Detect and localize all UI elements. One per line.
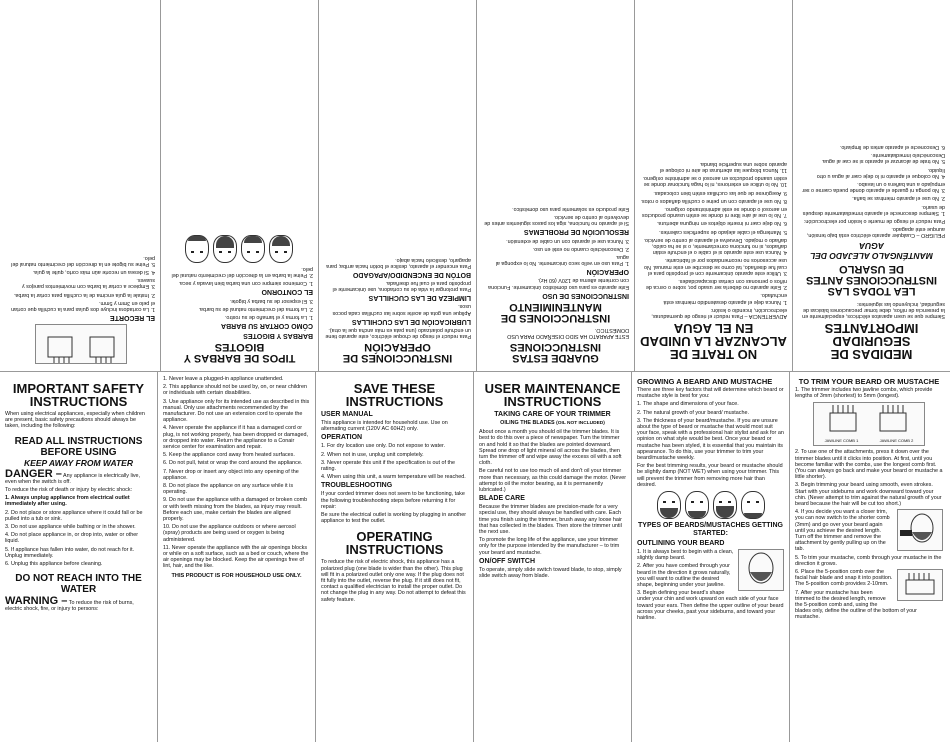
switch-heading: ON/OFF SWITCH bbox=[479, 557, 535, 565]
es-paragraph: 11. Nunca bloquee las aberturas de aire ni coloque el aparato sobre una superficie blanda. bbox=[659, 160, 787, 173]
es-paragraph: Para reducir el riesgo de choque eléctrico, este aparato tiene un enchufe polarizado (una pata es más ancha que la otra). bbox=[325, 326, 471, 339]
factor-item: 1. The shape and dimensions of your face. bbox=[637, 401, 739, 408]
es-heading: OPERACIÓN bbox=[586, 268, 629, 276]
es-paragraph: 6. No deje caer ni inserte objetos en ninguna abertura. bbox=[656, 220, 787, 227]
trimming-illustration bbox=[897, 509, 943, 551]
danger-text: Any appliance is electrically live, even when the switch is off. bbox=[5, 472, 141, 485]
trim-item: 1. The trimmer includes two jawline combs, which provide lengths of 3mm (shortest) to 5mm (longest). bbox=[795, 387, 933, 400]
es-paragraph: 3. El espesor de su barba y bigote. bbox=[229, 297, 313, 304]
en-col-maintenance bbox=[474, 372, 632, 742]
growing-title: GROWING A BEARD AND MUSTACHE bbox=[637, 377, 773, 386]
beard-face-icon bbox=[242, 235, 266, 263]
es-paragraph: 1. Para uso en vello seco únicamente. No lo exponga al agua. bbox=[495, 253, 629, 267]
es-paragraph: 2. La forma del crecimiento natural de su barba. bbox=[198, 305, 313, 312]
trim-item: 5. To trim your mustache, comb through your mustache in the direction it grows. bbox=[795, 554, 942, 567]
es-paragraph: 2. Desconéctelo cuando no esté en uso. bbox=[532, 245, 629, 252]
es-paragraph: 9. Asegúrese de que las cuchillas estén bien colocadas. bbox=[653, 189, 787, 196]
es-heading: MEDIDAS DE SEGURIDAD IMPORTANTES bbox=[824, 321, 919, 362]
beard-face-icon bbox=[685, 491, 709, 519]
user-manual-text: This appliance is intended for household use. Use on alternating current (120V AC 60HZ) only. bbox=[321, 420, 448, 433]
warning-item: 3. Use appliance only for its intended use as described in this manual. Only use attachments recommended by the manufacturer. Do not use an extension cord to operate the appliance. bbox=[163, 398, 310, 424]
operation-item: 1. For dry location use only. Do not expose to water. bbox=[321, 443, 445, 450]
outline-item: 1. It is always best to begin with a clean, slightly damp beard. bbox=[637, 549, 734, 562]
es-col-5 bbox=[160, 0, 318, 371]
switch-text: To operate, simply slide switch toward blade, to stop, simply slide switch away from blade. bbox=[479, 566, 622, 580]
beard-face-icon bbox=[741, 491, 765, 519]
oil-note: (OIL NOT INCLUDED) bbox=[556, 421, 605, 426]
outline-heading: OUTLINING YOUR BEARD bbox=[637, 540, 725, 548]
five-position-comb-illustration bbox=[897, 569, 943, 601]
jawline-combs-illustration bbox=[813, 402, 925, 446]
es-paragraph: Siempre que se usen aparatos eléctricos, especialmente en la presencia de niños, debe tomar precauciones básicas de seguridad, incluyendo las siguientes: bbox=[802, 300, 945, 319]
troubleshooting-text: If your corded trimmer does not seem to be functioning, take the following troubleshooting steps before returning it for repair: bbox=[321, 491, 465, 510]
en-col-warnings bbox=[158, 372, 316, 742]
es-paragraph: Este aparato es para uso doméstico únicamente. Funciona con corriente alterna de 120V (60 Hz). bbox=[488, 277, 629, 290]
es-paragraph: 5. No trate de alcanzar el aparato si se cae al agua. Desconéctelo inmediatamente. bbox=[821, 152, 945, 165]
es-paragraph: Para reducir el riesgo de muerte o lesión por electrocución: bbox=[803, 217, 945, 224]
es-col-4 bbox=[318, 0, 476, 371]
factor-item: 2. The natural growth of your beard/ mustache. bbox=[637, 409, 749, 416]
es-heading: MANTÉNGALO ALEJADO DEL AGUA bbox=[810, 241, 933, 262]
beard-style-illustrations bbox=[166, 235, 313, 263]
oil-text: About once a month you should oil the trimmer blades. It is best to do this over a piece of newspaper. Turn the trimmer on and hold it so that the blades are pointed downward. Spread one drop of light mineral oil across the blades, then turn the trimmer off and wipe away the excess oil with a soft cloth. bbox=[479, 429, 622, 467]
oil-warning: Be careful not to use too much oil and don't oil your trimmer more than necessary, as this could damage the motor. (Never attempt to oil the motor bearing, as it is permanently lubricated.) bbox=[479, 468, 627, 494]
comb-icon bbox=[814, 403, 924, 435]
blade-care-text: To promote the long life of the appliance, use your trimmer only for the purpose intended by the manufacturer – to trim your beard and mustache. bbox=[479, 537, 620, 556]
warning-heading: WARNING – bbox=[5, 595, 68, 608]
danger-item: 6. Unplug this appliance before cleaning. bbox=[5, 561, 103, 568]
es-paragraph: 1. La forma y el tamaño de su rostro. bbox=[224, 314, 313, 320]
es-paragraph: 2. Este aparato no debería ser usado por, sobre o cerca de niños o personas con ciertas discapacidades. bbox=[645, 277, 787, 291]
es-paragraph: PELIGRO – Cualquier aparato eléctrico está bajo tensión, aunque esté apagado. bbox=[806, 226, 945, 239]
en-col-operation bbox=[316, 372, 474, 742]
es-paragraph: 3. Empiece a cortar la barba con movimientos parejos y suaves. bbox=[21, 277, 155, 290]
es-heading: CÓMO CORTAR SU BARBA bbox=[220, 322, 313, 329]
growing-intro: There are three key factors that will determine which beard or mustache style is best for you: bbox=[637, 387, 784, 400]
care-heading: TAKING CARE OF YOUR TRIMMER bbox=[494, 411, 611, 418]
es-heading: EL CONTORNO bbox=[261, 288, 313, 296]
warning-item: 11. Never operate the appliance with the air openings blocks or while on a soft surface, such as a bed or couch, where the air openings may be blocked. Keep the air openings free of lint, hair, and the like. bbox=[163, 544, 309, 570]
operation-item: 4. When using this unit, a warm temperature will be reached. bbox=[321, 474, 466, 481]
warning-item: 6. Do not pull, twist or wrap the cord around the appliance. bbox=[163, 460, 303, 467]
es-paragraph: 2. Peine la barba en la dirección del crecimiento natural del pelo. bbox=[171, 265, 313, 279]
comb-icon bbox=[36, 325, 126, 363]
es-paragraph: 5. Peine su bigote en la dirección del crecimiento natural del pelo. bbox=[11, 254, 155, 267]
es-heading: EL RECORTE bbox=[110, 314, 155, 321]
es-heading: NO TRATE DE ALCANZAR LA UNIDAD EN EL AGUA bbox=[640, 321, 787, 362]
warning-item: 4. Never operate the appliance if it has a damaged cord or plug, is not working properly, has been dropped or damaged, or dropped into water. Return the appliance to a Conair service center for examination and repair. bbox=[163, 425, 308, 451]
es-paragraph: 10. No lo utilice en exteriores, ni lo haga funcionar donde se estén usando productos en aerosol o se administre oxígeno. bbox=[642, 175, 787, 188]
comb-2-label: JAWLINE COMB 2 bbox=[879, 437, 914, 443]
operation-heading: OPERATION bbox=[321, 434, 363, 442]
es-heading: INSTRUCCIONES DE USO bbox=[542, 291, 629, 299]
warning-item: 8. Do not place the appliance on any surface while it is operating. bbox=[163, 483, 294, 496]
operation-item: 2. When not in use, unplug unit completely. bbox=[321, 451, 424, 458]
danger-item: 5. If appliance has fallen into water, do not reach for it. Unplug immediately. bbox=[5, 546, 135, 559]
es-paragraph: 2. No use el aparato mientras se baña. bbox=[852, 195, 945, 202]
es-paragraph: 3. Utilice este aparato únicamente con el propósito para el cual fue diseñado, tal como se describe en este manual. No use accesorios no recomendados por el fabricante. bbox=[644, 257, 787, 276]
outline-face-illustration bbox=[738, 549, 784, 591]
danger-reduce: To reduce the risk of death or injury by electric shock: bbox=[5, 487, 133, 494]
trim-item: 3. Begin trimming your beard using smooth, even strokes. Start with your sideburns and work downward toward your chin. (Never attempt to trim against the natural growth of your beard because the hair will be cut too short.) bbox=[795, 482, 942, 508]
face-outline-icon bbox=[739, 550, 783, 590]
es-col-2 bbox=[634, 0, 792, 371]
five-position-comb-icon bbox=[898, 570, 942, 600]
es-paragraph: 3. No ponga ni guarde el aparato donde pueda caerse o ser empujado a una bañera o un lavabo. bbox=[802, 180, 945, 194]
warning-item: 10. Do not use the appliance outdoors or where aerosol (spray) products are being used or oxygen is being administered. bbox=[163, 524, 296, 543]
es-paragraph: 6. Desconecte el aparato antes de limpiarlo. bbox=[839, 143, 945, 150]
danger-item: 4. Do not place appliance in, or drop into, water or other liquid. bbox=[5, 532, 139, 545]
en-col-trim bbox=[790, 372, 948, 742]
es-heading: RESOLUCIÓN DE PROBLEMAS bbox=[523, 228, 629, 236]
blade-care-text: Because the trimmer blades are precision-made for a very special use, they should always be handled with care. Each time you finish using the trimmer, brush away any loose hair that has collected in the blades. Then store the trimmer until the next use. bbox=[479, 504, 622, 536]
operating-title: OPERATING INSTRUCTIONS bbox=[345, 529, 444, 558]
oil-heading: OILING THE BLADES bbox=[500, 420, 555, 426]
outline-item: 2. After you have combed through your beard in the direction it grows naturally, you will want to outline the desired shape, beginning under your jawline. bbox=[637, 563, 731, 589]
es-col-3 bbox=[476, 0, 634, 371]
operation-item: 3. Never operate this unit if the specification is out of the rating. bbox=[321, 459, 455, 473]
es-heading: INSTRUCCIONES DE MANTENIMIENTO bbox=[500, 300, 611, 324]
es-paragraph: ESTE APARATO HA SIDO DISEÑADO PARA USO DOMÉSTICO. bbox=[507, 326, 629, 339]
trim-title: TO TRIM YOUR BEARD OR MUSTACHE bbox=[798, 377, 940, 386]
trim-item: 7. After your mustache has been trimmed to the desired length, remove the 5-position comb and, using the blades only, define the outline of the bottom of your mustache. bbox=[795, 589, 917, 621]
trim-item: 4. If you decide you want a closer trim, you can now switch to the shorter comb (3mm) and go over your beard again until you achieve the desired length. Turn off the trimmer and remove the attachment by gently pulling up on the tab. bbox=[795, 509, 890, 553]
troubleshooting-heading: TROUBLESHOOTING bbox=[321, 482, 393, 490]
es-paragraph: 1. Nunca deje el aparato desatendido mientras está enchufado. bbox=[663, 292, 787, 305]
trimmer-face-icon bbox=[898, 510, 942, 550]
es-paragraph: 7. No lo use al aire libre ni donde se estén usando productos en aerosol o donde se esté administrando oxígeno. bbox=[641, 205, 787, 219]
english-section bbox=[0, 371, 950, 742]
es-paragraph: 4. No coloque el aparato ni lo deje caer al agua u otro líquido. bbox=[816, 166, 945, 179]
es-heading: LUBRICACIÓN DE LAS CUCHILLAS bbox=[352, 317, 471, 325]
beard-face-icon bbox=[214, 235, 238, 263]
es-heading: BOTÓN DE ENCENDIDO/APAGADO bbox=[352, 270, 471, 278]
factor-item: 3. The thickness of your beard/mustache. If you are unsure about the type of beard or mustache that would most suit your face, speak with a professional hair stylist and ask for an opinion on what style would be best. Once your beard or mustache has been styled, it is essential that you maintain its appearance. To do this, use your trimmer to trim your beard/mustache weekly. bbox=[637, 417, 784, 462]
household-note: THIS PRODUCT IS FOR HOUSEHOLD USE ONLY. bbox=[171, 572, 302, 579]
keep-away-heading: KEEP AWAY FROM WATER bbox=[24, 457, 133, 468]
reach-heading: DO NOT REACH INTO THE WATER bbox=[15, 573, 142, 596]
beard-face-icon bbox=[713, 491, 737, 519]
es-heading: BARBAS Y BIGOTES bbox=[243, 332, 313, 339]
comb-1-label: JAWLINE COMB 1 bbox=[824, 437, 859, 443]
trim-item: 2. To use one of the attachments, press it down over the trimmer blades until it clicks into position. At first, until you become familiar with the combs, use the longest comb first. (You can always go back and make your beard or mustache a little shorter). bbox=[795, 449, 943, 481]
danger-item: 3. Do not use appliance while bathing or in the shower. bbox=[5, 524, 136, 531]
warning-text: To reduce the risk of burns, electric shock, fire, or injury to persons: bbox=[5, 600, 134, 613]
beard-face-icon bbox=[186, 235, 210, 263]
blade-care-heading: BLADE CARE bbox=[479, 495, 525, 503]
danger-heading: DANGER – bbox=[5, 467, 62, 480]
safety-intro: When using electrical appliances, especially when children are present, basic safety precautions should always be taken, including the following: bbox=[5, 411, 145, 430]
outline-item: 3. Begin defining your beard's shape under your chin and work upward on each side of your face toward your ears. Then define the upper outline of your beard across your cheeks, past your sideburns, and toward your hairline. bbox=[637, 590, 784, 622]
comb-illustration bbox=[35, 324, 127, 364]
es-paragraph: 1. Comience siempre con una barba bien lavada y seca. bbox=[178, 280, 313, 287]
es-paragraph: 1. La cortadora incluye dos guías para la cuchilla que cortan el pelo en 3mm y 5mm. bbox=[11, 299, 155, 312]
es-paragraph: 3. Nunca use el aparato con un cable de extensión. bbox=[506, 237, 629, 244]
es-paragraph: Este producto es solamente para uso doméstico. bbox=[512, 205, 629, 212]
es-heading: TIPOS DE BARBAS Y BIGOTES bbox=[183, 341, 296, 364]
warning-item: 9. Do not use the appliance with a damaged or broken comb or with teeth missing from the blades, as injury may result. Before each use, make certain the blades are aligned properly. bbox=[163, 497, 308, 523]
es-col-6 bbox=[2, 0, 160, 371]
es-col-1 bbox=[792, 0, 950, 371]
danger-item: 1. Always unplug appliance from electrical outlet immediately after using. bbox=[5, 495, 130, 508]
read-all-heading: READ ALL INSTRUCTIONS BEFORE USING bbox=[14, 435, 143, 458]
es-paragraph: Aplique una gota de aceite sobre las cuchillas cada pocos usos. bbox=[332, 303, 471, 316]
es-heading: LEA TODAS LAS INSTRUCCIONES ANTES DE USARLO bbox=[806, 263, 937, 298]
es-paragraph: Si el aparato no funciona, siga los pasos siguientes antes de devolverlo al centro de servicio. bbox=[484, 214, 629, 227]
es-paragraph: 8. No use el aparato con un peine o cuchilla dañados o rotos. bbox=[640, 197, 787, 204]
warning-item: 2. This appliance should not be used by, on, or near children or individuals with certain disabilities. bbox=[163, 384, 307, 397]
beard-face-icon bbox=[657, 491, 681, 519]
es-paragraph: Para prolongar la vida de su cortadora, use únicamente el propósito para el cual fue diseñada. bbox=[332, 279, 471, 293]
save-title: SAVE THESE INSTRUCTIONS bbox=[345, 381, 444, 409]
es-paragraph: 4. Si desea un recorte aún más corto, quite la guía. bbox=[32, 268, 155, 275]
types-heading: TYPES OF BEARDS/MUSTACHES GETTING STARTED: bbox=[638, 522, 783, 538]
troubleshooting-text: Be sure the electrical outlet is working by plugging in another appliance to test the outlet. bbox=[321, 512, 467, 525]
best-results-text: For the best trimming results, your beard or mustache should be slightly damp (NOT WET) when using your trimmer. This will prevent the trimmer from removing more hair than desired. bbox=[637, 463, 783, 488]
danger-item: 2. Do not place or store appliance where it could fall or be pulled into a tub or sink. bbox=[5, 509, 143, 522]
es-paragraph: 1. Siempre desconecte el aparato inmediatamente después de usarlo. bbox=[802, 203, 945, 216]
es-paragraph: 4. Nunca use este aparato si el cable o el enchufe están dañados, si no funciona correctamente, o si se ha caído, dañado o mojado. Devuelva el aparato al centro de servicio. bbox=[643, 236, 787, 256]
safety-title: IMPORTANT SAFETY INSTRUCTIONS bbox=[12, 381, 145, 409]
es-paragraph: 5. Mantenga el cable alejado de superficies calientes. bbox=[659, 228, 787, 235]
warning-item: 5. Keep the appliance cord away from heated surfaces. bbox=[163, 452, 295, 459]
es-paragraph: ADVERTENCIA – Para reducir el riesgo de quemaduras, electrocución, incendio o lesión: bbox=[651, 306, 787, 319]
es-heading: GUARDE ESTAS INSTRUCCIONES bbox=[509, 341, 602, 364]
es-paragraph: Para encender el aparato, deslice el botón hacia arriba; para apagarlo, deslícelo hacia abajo. bbox=[326, 256, 471, 269]
en-col-safety bbox=[0, 372, 158, 742]
beard-style-illustrations bbox=[637, 491, 784, 519]
operating-text: To reduce the risk of electric shock, this appliance has a polarized plug (one blade is wider than the other). This plug will fit in a polarized outlet only one way. If the plug does not fit fully into the outlet, reverse the plug. If it still does not fit, contact a qualified electrician to install the proper outlet. Do not change the plug in any way. Do not attempt to defeat this safety feature. bbox=[321, 559, 466, 603]
maintenance-title: USER MAINTENANCE INSTRUCTIONS bbox=[484, 381, 621, 409]
trim-item: 6. Place the 5-position comb over the facial hair blade and snap it into position. The 5-position comb provides 2-10mm. bbox=[795, 569, 893, 588]
es-heading: INSTRUCCIONES DE OPERACIÓN bbox=[342, 341, 453, 364]
en-col-growing bbox=[632, 372, 790, 742]
beard-face-icon bbox=[270, 235, 294, 263]
warning-item: 1. Never leave a plugged-in appliance unattended. bbox=[163, 376, 284, 382]
user-manual-heading: USER MANUAL bbox=[321, 411, 373, 418]
es-heading: LIMPIEZA DE LAS CUCHILLAS bbox=[368, 294, 471, 302]
es-paragraph: 2. Instale la guía encima de la cuchilla para cortar la barba. bbox=[13, 291, 155, 298]
warning-item: 7. Never drop or insert any object into any opening of the appliance. bbox=[163, 468, 299, 481]
